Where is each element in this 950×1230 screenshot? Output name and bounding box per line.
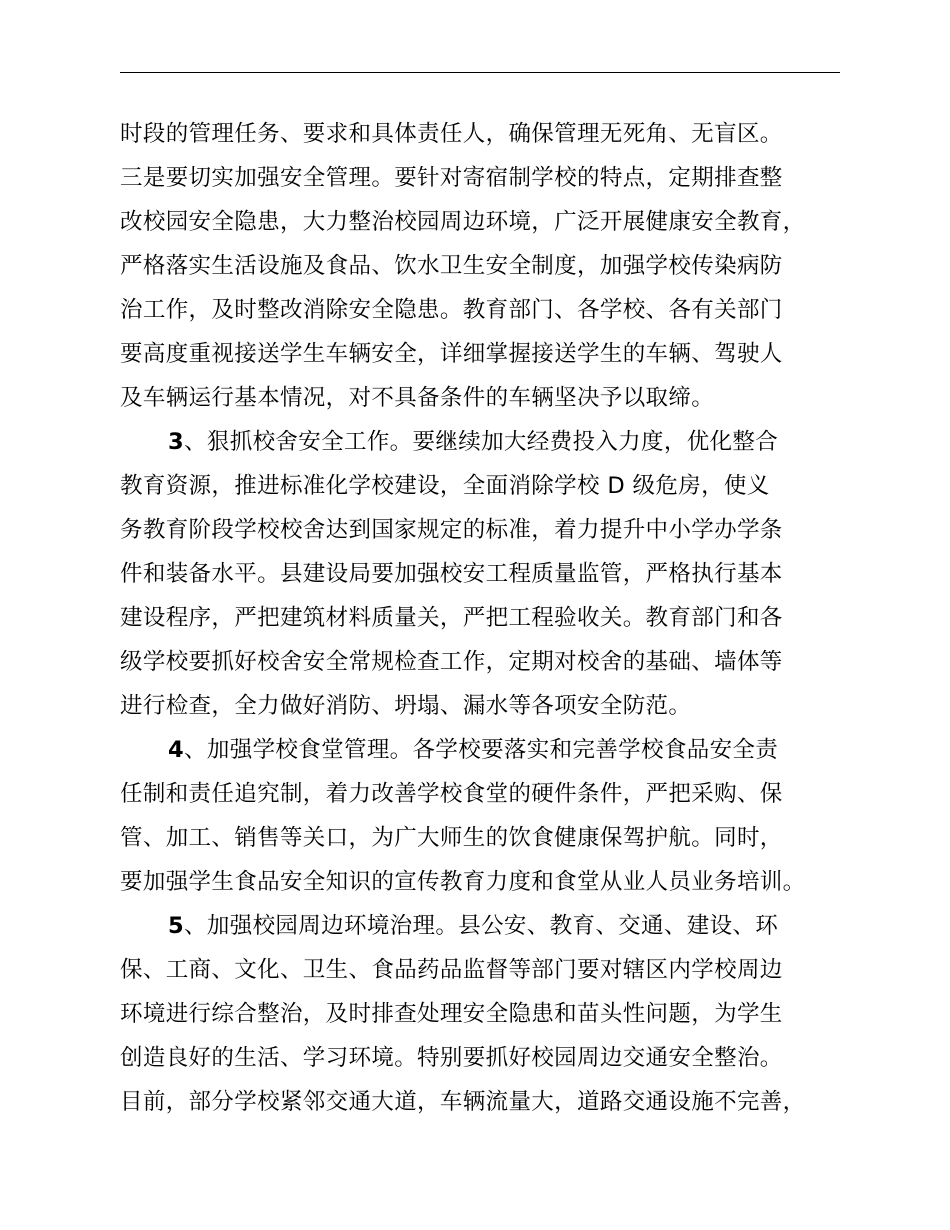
text-line: 目前，部分学校紧邻交通大道，车辆流量大，道路交通设施不完善， [120,1089,806,1115]
text-line: 级学校要抓好校舍安全常规检查工作，定期对校舍的基础、墙体等 [120,649,783,675]
text-line: 务教育阶段学校校舍达到国家规定的标准，着力提升中小学办学条 [120,517,783,543]
text-line: 要高度重视接送学生车辆安全，详细掌握接送学生的车辆、驾驶人 [120,341,783,367]
paragraph-3-first-line [120,420,880,464]
text-line: 件和装备水平。县建设局要加强校安工程质量监管，严格执行基本 [120,561,783,587]
text-line: 管、加工、销售等关口，为广大师生的饮食健康保驾护航。同时， [120,825,783,851]
text-line: 改校园安全隐患，大力整治校园周边环境，广泛开展健康安全教育， [120,209,806,235]
text-line: 创造良好的生活、学习环境。特别要抓好校园周边交通安全整治。 [120,1045,783,1071]
text-line: 进行检查，全力做好消防、坍塌、漏水等各项安全防范。 [120,693,692,719]
paragraph-5-first-line [120,904,880,948]
paragraph-4-first-line [120,728,880,772]
text-line: 、狠抓校舍安全工作。要继续加大经费投入力度，优化整合 [184,429,779,455]
text-line: 任制和责任追究制，着力改善学校食堂的硬件条件，严把采购、保 [120,781,783,807]
text-line: 严格落实生活设施及食品、饮水卫生安全制度，加强学校传染病防 [120,253,783,279]
item-number: 5 [168,913,185,939]
header-rule [120,72,840,73]
text-line: 要加强学生食品安全知识的宣传教育力度和食堂从业人员业务培训。 [120,869,806,895]
text-line: 教育资源，推进标准化学校建设，全面消除学校 D 级危房，使义 [120,473,770,499]
text-line: 建设程序，严把建筑材料质量关，严把工程验收关。教育部门和各 [120,605,783,631]
text-line: 环境进行综合整治，及时排查处理安全隐患和苗头性问题，为学生 [120,1001,783,1027]
item-number: 3 [168,429,185,455]
text-line: 保、工商、文化、卫生、食品药品监督等部门要对辖区内学校周边 [120,957,783,983]
text-line: 、加强校园周边环境治理。县公安、教育、交通、建设、环 [184,913,779,939]
body-text [120,112,880,1124]
text-line: 及车辆运行基本情况，对不具备条件的车辆坚决予以取缔。 [120,385,715,411]
text-line: 治工作，及时整改消除安全隐患。教育部门、各学校、各有关部门 [120,297,783,323]
text-line: 时段的管理任务、要求和具体责任人，确保管理无死角、无盲区。 [120,121,783,147]
text-line: 三是要切实加强安全管理。要针对寄宿制学校的特点，定期排查整 [120,165,783,191]
item-number: 4 [168,737,185,763]
text-line: 、加强学校食堂管理。各学校要落实和完善学校食品安全责 [184,737,779,763]
